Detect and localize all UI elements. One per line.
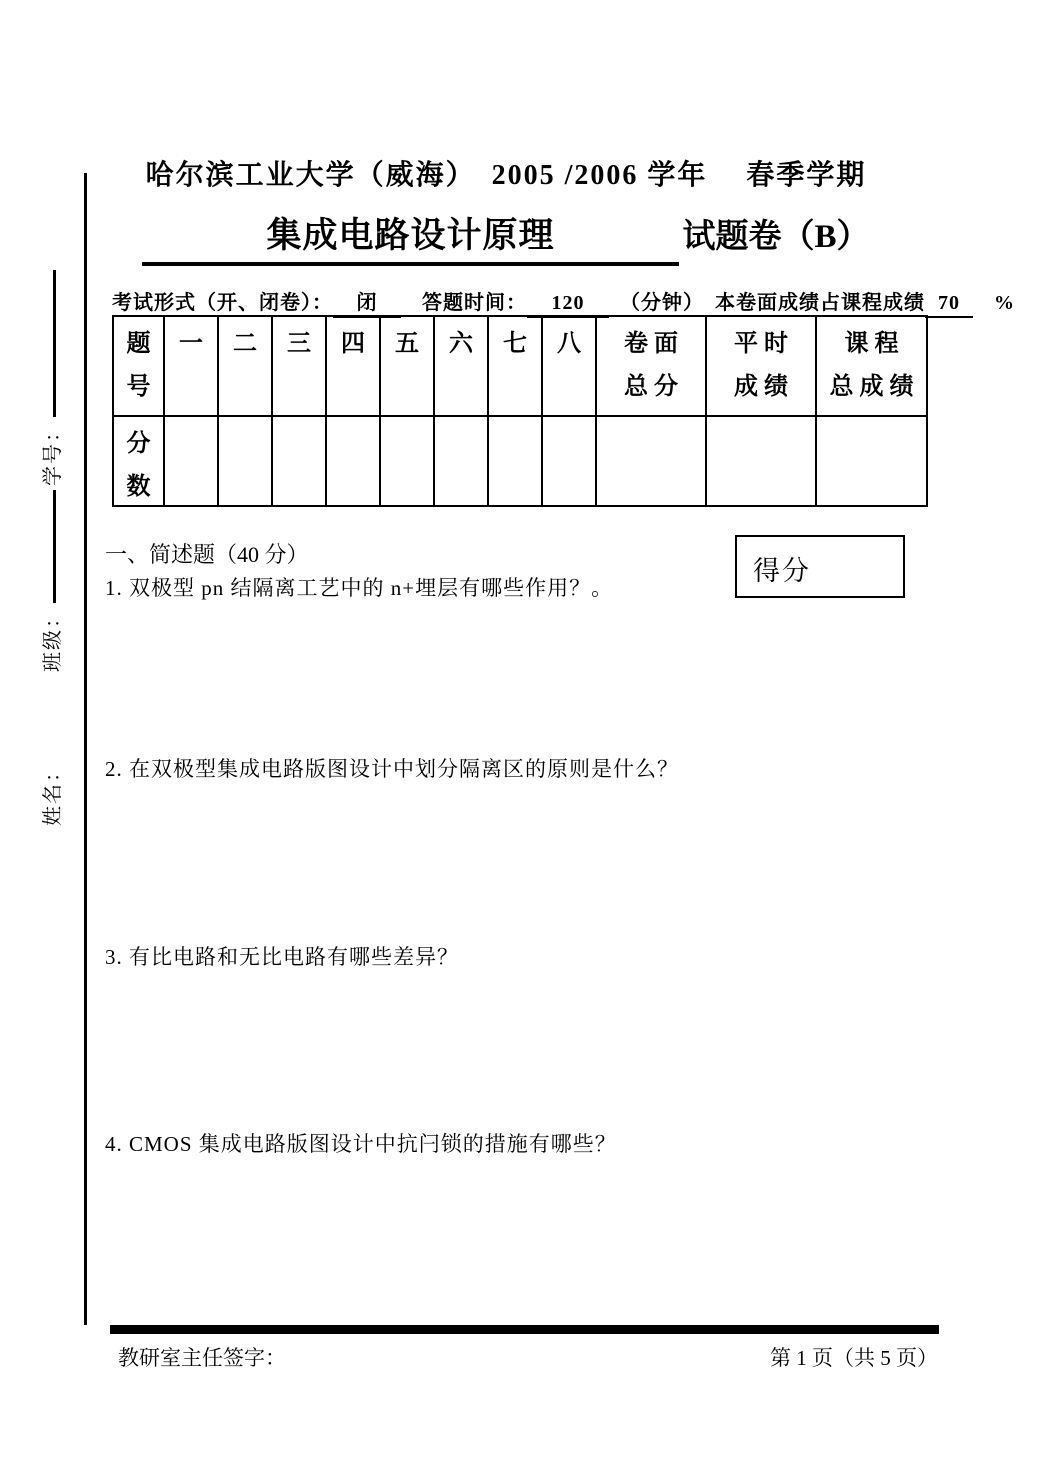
score-cell xyxy=(542,416,596,506)
col-q6: 六 xyxy=(434,316,488,416)
score-cell xyxy=(326,416,380,506)
score-cell xyxy=(706,416,816,506)
question-2: 2. 在双极型集成电路版图设计中划分隔离区的原则是什么？ xyxy=(105,757,679,781)
score-weight-label: 本卷面成绩占课程成绩 xyxy=(715,292,925,314)
col-q7: 七 xyxy=(488,316,542,416)
title-row xyxy=(100,208,912,266)
score-cell xyxy=(218,416,272,506)
row-label-score: 分 数 xyxy=(113,416,164,506)
score-cell xyxy=(434,416,488,506)
class-label: 班级： xyxy=(42,606,64,672)
col-q4: 四 xyxy=(326,316,380,416)
score-cell xyxy=(164,416,218,506)
score-summary-table xyxy=(112,315,928,507)
score-earned-box xyxy=(735,535,905,598)
col-question-number: 题 号 xyxy=(113,316,164,416)
name-label: 姓名： xyxy=(42,760,64,826)
student-id-blank-line xyxy=(53,270,56,417)
student-id-label: 学号： xyxy=(42,420,64,486)
percent-sign: % xyxy=(973,292,1015,314)
time-unit-label: （分钟） xyxy=(609,292,715,314)
answer-time-label: 答题时间： xyxy=(401,292,527,314)
left-margin-rule xyxy=(84,173,87,1325)
exam-info-line xyxy=(112,286,1015,318)
director-signature-label: 教研室主任签字： xyxy=(118,1346,286,1370)
col-q1: 一 xyxy=(164,316,218,416)
page-number: 第 1 页（共 5 页） xyxy=(770,1346,938,1370)
score-cell xyxy=(272,416,326,506)
answer-time-value: 120 xyxy=(527,292,609,318)
score-cell xyxy=(596,416,706,506)
section-one-title: 一、简述题（40 分） xyxy=(105,542,309,567)
col-q8: 八 xyxy=(542,316,596,416)
exam-form-label: 考试形式（开、闭卷）： xyxy=(112,292,333,314)
school-term-heading: 哈尔滨工业大学（威海） 2005 /2006 学年 春季学期 xyxy=(145,160,867,191)
course-title: 集成电路设计原理 xyxy=(142,208,678,266)
paper-type-label: 试题卷（B） xyxy=(682,219,870,255)
exam-form-value: 闭 xyxy=(333,286,401,318)
question-3: 3. 有比电路和无比电路有哪些差异？ xyxy=(105,945,459,969)
class-blank-line xyxy=(53,490,56,603)
footer-divider-bar xyxy=(110,1325,939,1334)
col-q2: 二 xyxy=(218,316,272,416)
question-1: 1. 双极型 pn 结隔离工艺中的 n+埋层有哪些作用？。 xyxy=(105,576,614,600)
col-course-total: 课 程 总 成 绩 xyxy=(816,316,927,416)
score-earned-label: 得分 xyxy=(753,556,811,586)
col-paper-total: 卷 面 总 分 xyxy=(596,316,706,416)
question-4: 4. CMOS 集成电路版图设计中抗闩锁的措施有哪些？ xyxy=(105,1132,617,1156)
table-score-row xyxy=(113,416,927,506)
score-cell xyxy=(380,416,434,506)
col-q3: 三 xyxy=(272,316,326,416)
col-q5: 五 xyxy=(380,316,434,416)
col-daily-score: 平 时 成 绩 xyxy=(706,316,816,416)
table-header-row xyxy=(113,316,927,416)
score-weight-value: 70 xyxy=(925,292,973,318)
score-cell xyxy=(488,416,542,506)
score-cell xyxy=(816,416,927,506)
